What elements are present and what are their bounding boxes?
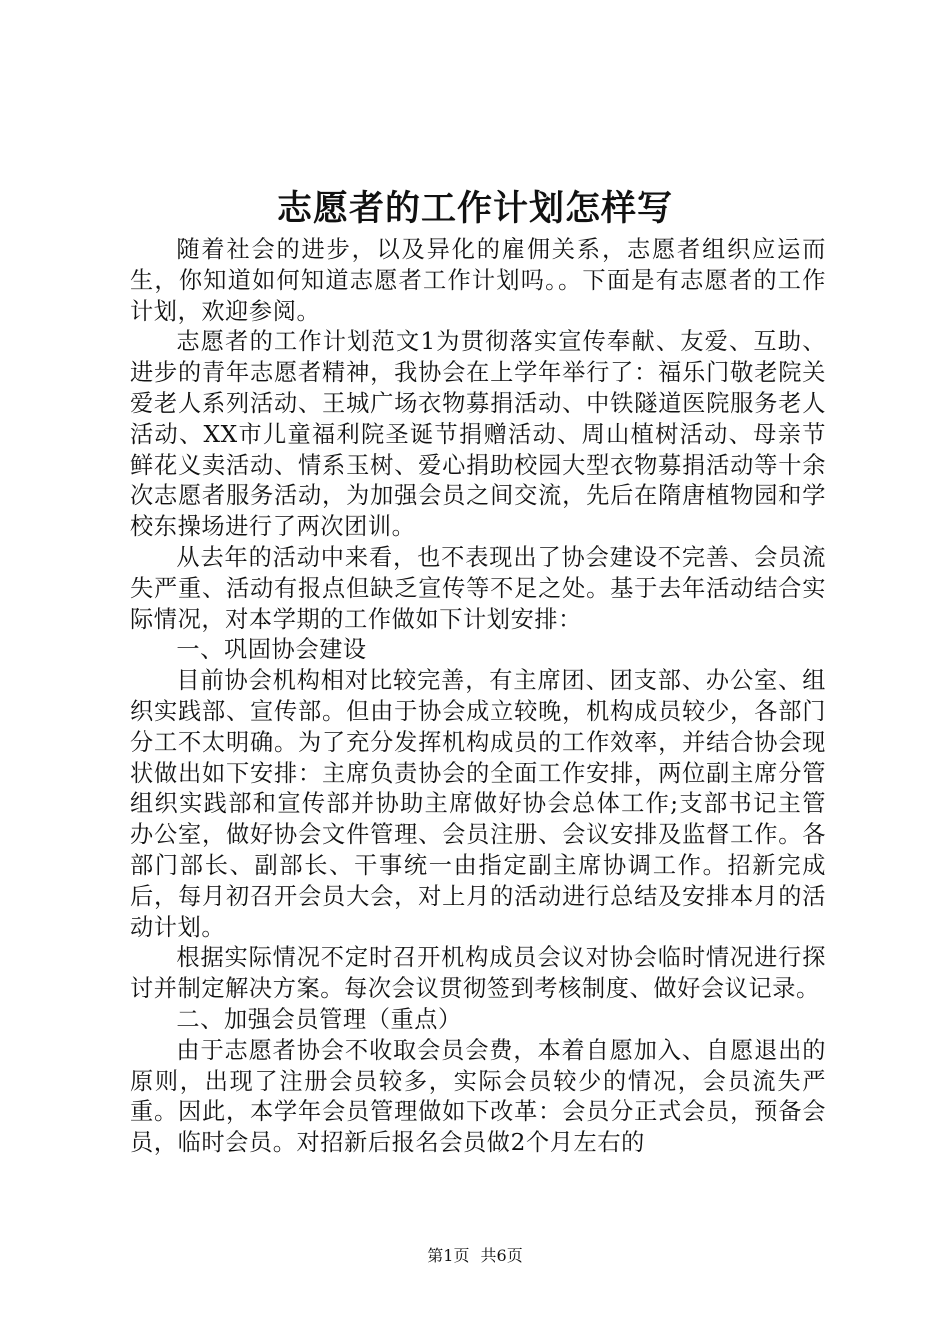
- page-number-total: 共6页: [480, 1246, 523, 1265]
- page-footer: [0, 1245, 950, 1267]
- paragraph-sample-one: 志愿者的工作计划范文1为贯彻落实宣传奉献、友爱、互助、进步的青年志愿者精神，我协会在上学年举行了：福乐门敬老院关爱老人系列活动、王城广场衣物募捐活动、中铁隧道医院服务老人活动、XX市儿童福利院圣诞节捐赠活动、周山植树活动、母亲节鲜花义卖活动、情系玉树、爱心捐助校园大型衣物募捐活动等十余次志愿者服务活动，为加强会员之间交流，先后在隋唐植物园和学校东操场进行了两次团训。: [130, 328, 826, 541]
- document-title: 志愿者的工作计划怎样写: [276, 188, 673, 229]
- paragraph-meetings: 根据实际情况不定时召开机构成员会议对协会临时情况进行探讨并制定解决方案。每次会议贯彻签到考核制度、做好会议记录。: [130, 944, 826, 1003]
- section-heading-two: 二、加强会员管理（重点）: [176, 1005, 462, 1033]
- section-heading-one: 一、巩固协会建设: [176, 636, 367, 664]
- paragraph-member-management: 由于志愿者协会不收取会员会费，本着自愿加入、自愿退出的原则，出现了注册会员较多，实际会员较少的情况，会员流失严重。因此，本学年会员管理做如下改革：会员分正式会员，预备会员，临时会员。对招新后报名会员做2个月左右的: [130, 1036, 826, 1157]
- document-body: [130, 235, 826, 1159]
- paragraph-structure: 目前协会机构相对比较完善，有主席团、团支部、办公室、组织实践部、宣传部。但由于协会成立较晚，机构成员较少，各部门分工不太明确。为了充分发挥机构成员的工作效率，并结合协会现状做出如下安排：主席负责协会的全面工作安排，两位副主席分管组织实践部和宣传部并协助主席做好协会总体工作;支部书记主管办公室，做好协会文件管理、会员注册、会议安排及监督工作。各部门部长、副部长、干事统一由指定副主席协调工作。招新完成后，每月初召开会员大会，对上月的活动进行总结及安排本月的活动计划。: [130, 667, 826, 941]
- paragraph-intro: 随着社会的进步，以及异化的雇佣关系，志愿者组织应运而生，你知道如何知道志愿者工作计划吗。。下面是有志愿者的工作计划，欢迎参阅。: [130, 236, 826, 325]
- paragraph-review: 从去年的活动中来看，也不表现出了协会建设不完善、会员流失严重、活动有报点但缺乏宣传等不足之处。基于去年活动结合实际情况，对本学期的工作做如下计划安排：: [130, 543, 826, 633]
- page-number-current: 第1页: [427, 1246, 470, 1265]
